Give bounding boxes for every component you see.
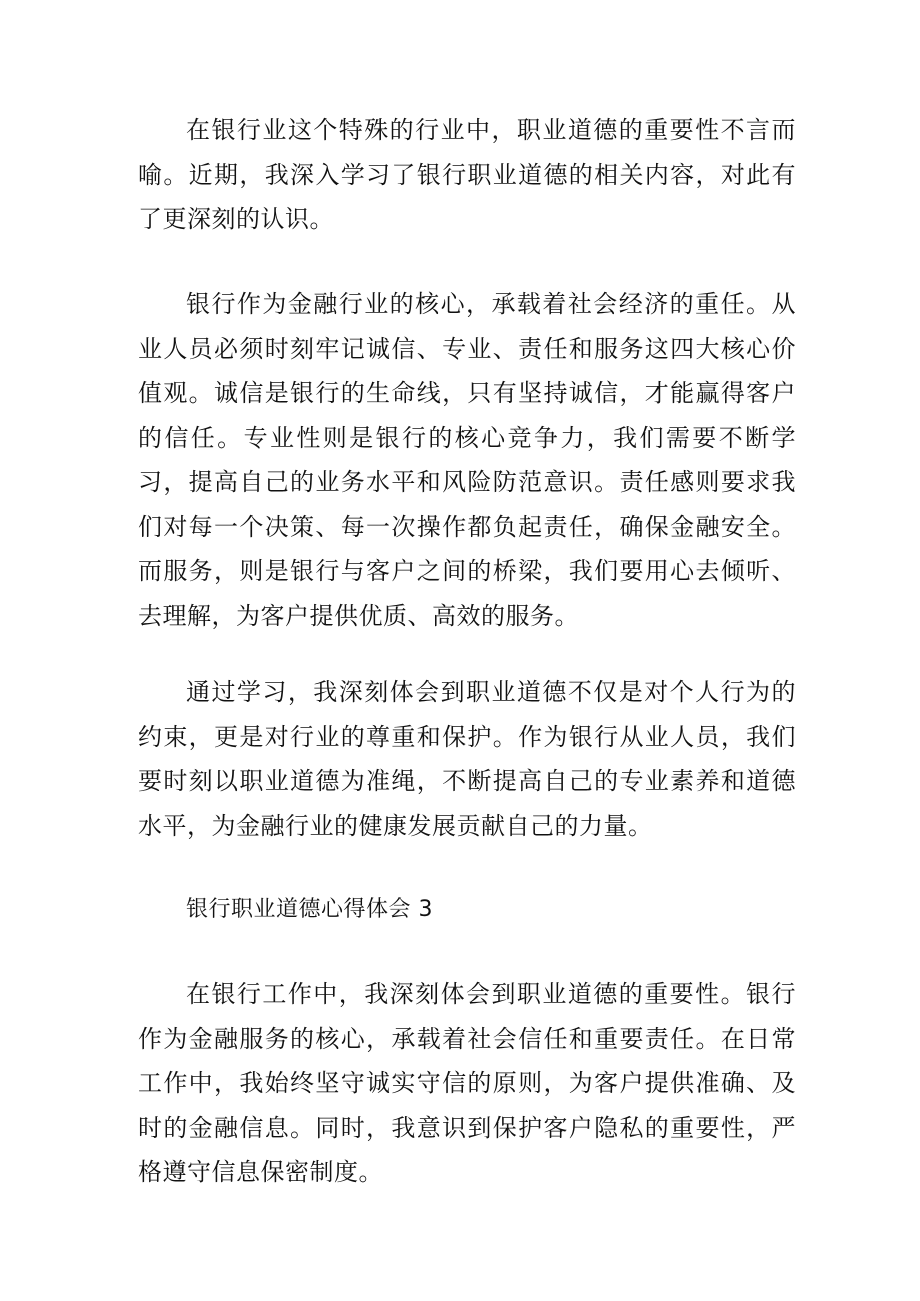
paragraph-core-values: 银行作为金融行业的核心，承载着社会经济的重任。从业人员必须时刻牢记诚信、专业、责任和服务这四大核心价值观。诚信是银行的生命线，只有坚持诚信，才能赢得客户的信任。专业性则是银行的核心竞争力，我们需要不断学习，提高自己的业务水平和风险防范意识。责任感则要求我们对每一个决策、每一次操作都负起责任，确保金融安全。而服务，则是银行与客户之间的桥梁，我们要用心去倾听、去理解，为客户提供优质、高效的服务。: [138, 290, 796, 630]
paragraph-section-3: 在银行工作中，我深刻体会到职业道德的重要性。银行作为金融服务的核心，承载着社会信任和重要责任。在日常工作中，我始终坚守诚实守信的原则，为客户提供准确、及时的金融信息。同时，我意识到保护客户隐私的重要性，严格遵守信息保密制度。: [138, 980, 796, 1186]
paragraph-reflection: 通过学习，我深刻体会到职业道德不仅是对个人行为的约束，更是对行业的尊重和保护。作为银行从业人员，我们要时刻以职业道德为准绳，不断提高自己的专业素养和道德水平，为金融行业的健康发展贡献自己的力量。: [138, 678, 796, 840]
section-heading: 银行职业道德心得体会 3: [186, 897, 433, 922]
paragraph-intro: 在银行业这个特殊的行业中，职业道德的重要性不言而喻。近期，我深入学习了银行职业道德的相关内容，对此有了更深刻的认识。: [138, 116, 796, 233]
